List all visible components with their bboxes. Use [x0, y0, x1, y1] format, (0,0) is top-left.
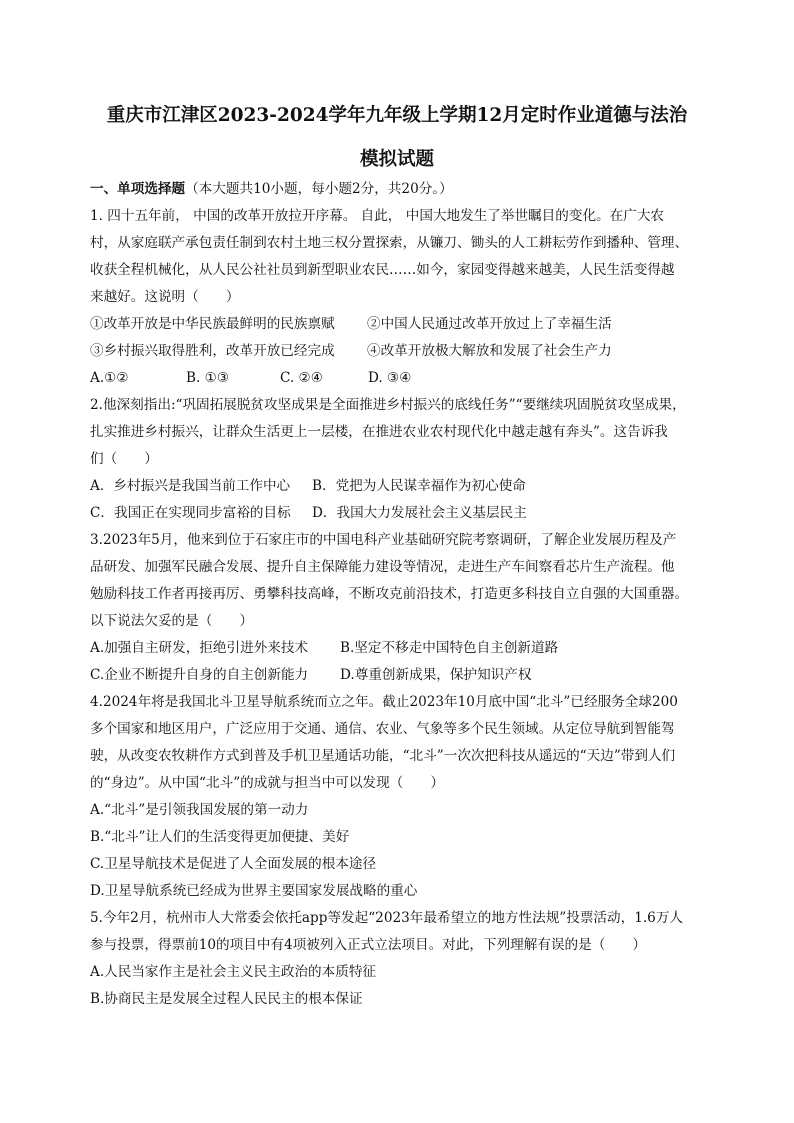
question-1-line-1: 1. 四十五年前， 中国的改革开放拉开序幕。 自此， 中国大地发生了举世瞩目的变化。在广大农 — [90, 208, 665, 224]
choice-c: C. ②④ — [280, 370, 323, 386]
question-3-line-3: 勉励科技工作者再接再厉、勇攀科技高峰，不断攻克前沿技术，打造更多科技自立自强的大国重器。 — [90, 586, 689, 602]
question-3-line-1: 3.2023年5月，他来到位于石家庄市的中国电科产业基础研究院考察调研，了解企业发展历程及产 — [90, 532, 677, 548]
question-5-choice-b: B.协商民主是发展全过程人民民主的根本保证 — [90, 991, 363, 1007]
choice-d: D. ③④ — [368, 370, 412, 386]
question-4-line-3: 驶，从改变农牧耕作方式到普及手机卫星通话功能，“北斗”一次次把科技从遥远的“天边”带到人们 — [90, 748, 676, 764]
question-4-choice-b: B.“北斗”让人们的生活变得更加便捷、美好 — [90, 829, 350, 845]
choice-b: B．党把为人民谋幸福作为初心使命 — [312, 478, 526, 494]
section-note: （本大题共10小题，每小题2分，共20分。） — [185, 181, 453, 197]
question-4-choice-d: D.卫星导航系统已经成为世界主要国家发展战略的重心 — [90, 883, 418, 899]
document-title: 重庆市江津区2023-2024学年九年级上学期12月定时作业道德与法治 — [106, 105, 688, 126]
question-3-line-4: 以下说法欠妥的是（ ） — [90, 613, 254, 629]
choice-d: D．我国大力发展社会主义基层民主 — [312, 505, 527, 521]
question-4-line-4: 的“身边”。从中国“北斗”的成就与担当中可以发现（ ） — [90, 775, 445, 791]
choice-c: C.企业不断提升自身的自主创新能力 — [90, 667, 309, 683]
question-2-line-3: 们（ ） — [90, 451, 158, 467]
choice-a: A.加强自主研发，拒绝引进外来技术 — [90, 640, 309, 656]
choice-a: A.①② — [90, 370, 129, 386]
question-4-choice-a: A.“北斗”是引领我国发展的第一动力 — [90, 802, 309, 818]
statement-1: ①改革开放是中华民族最鲜明的民族禀赋 — [90, 316, 335, 332]
question-1-line-4: 来越好。这说明（ ） — [90, 289, 240, 305]
question-4-line-1: 4.2024年将是我国北斗卫星导航系统而立之年。截止2023年10月底中国“北斗”已经服务全球200 — [90, 694, 678, 710]
question-4-choice-c: C.卫星导航技术是促进了人全面发展的根本途径 — [90, 856, 377, 872]
choice-d: D.尊重创新成果，保护知识产权 — [340, 667, 532, 683]
question-5-line-2: 参与投票，得票前10的项目中有4项被列入正式立法项目。对此，下列理解有误的是（ ） — [90, 937, 647, 953]
section-title: 一、单项选择题 — [90, 181, 186, 197]
choice-b: B. ①③ — [186, 370, 230, 386]
question-1-line-2: 村，从家庭联产承包责任制到农村土地三权分置探索，从镰刀、锄头的人工耕耘劳作到播种、管理、 — [90, 235, 689, 251]
choice-c: C．我国正在实现同步富裕的目标 — [90, 505, 291, 521]
question-4-line-2: 多个国家和地区用户，广泛应用于交通、通信、农业、气象等多个民生领域。从定位导航到智能驾 — [90, 721, 675, 737]
statement-3: ③乡村振兴取得胜利，改革开放已经完成 — [90, 343, 335, 359]
statement-2: ②中国人民通过改革开放过上了幸福生活 — [367, 316, 612, 332]
question-5-line-1: 5.今年2月，杭州市人大常委会依托app等发起“2023年最希望立的地方性法规”投票活动，1.6万人 — [90, 910, 684, 926]
choice-b: B.坚定不移走中国特色自主创新道路 — [340, 640, 559, 656]
section-heading — [90, 180, 702, 198]
question-1-line-3: 收获全程机械化，从人民公社社员到新型职业农民……如今，家园变得越来越美，人民生活变得越 — [90, 262, 675, 278]
question-2-line-1: 2.他深刻指出:“巩固拓展脱贫攻坚成果是全面推进乡村振兴的底线任务”“要继续巩固脱贫攻坚成果， — [90, 397, 686, 413]
choice-a: A．乡村振兴是我国当前工作中心 — [90, 478, 291, 494]
statement-4: ④改革开放极大解放和发展了社会生产力 — [367, 343, 612, 359]
question-5-choice-a: A.人民当家作主是社会主义民主政治的本质特征 — [90, 964, 377, 980]
question-3-line-2: 品研发、加强军民融合发展、提升自主保障能力建设等情况，走进生产车间察看芯片生产流程。他 — [90, 559, 675, 575]
question-2-line-2: 扎实推进乡村振兴，让群众生活更上一层楼，在推进农业农村现代化中越走越有奔头”。这告诉我 — [90, 424, 668, 440]
document-subtitle: 模拟试题 — [359, 149, 434, 170]
